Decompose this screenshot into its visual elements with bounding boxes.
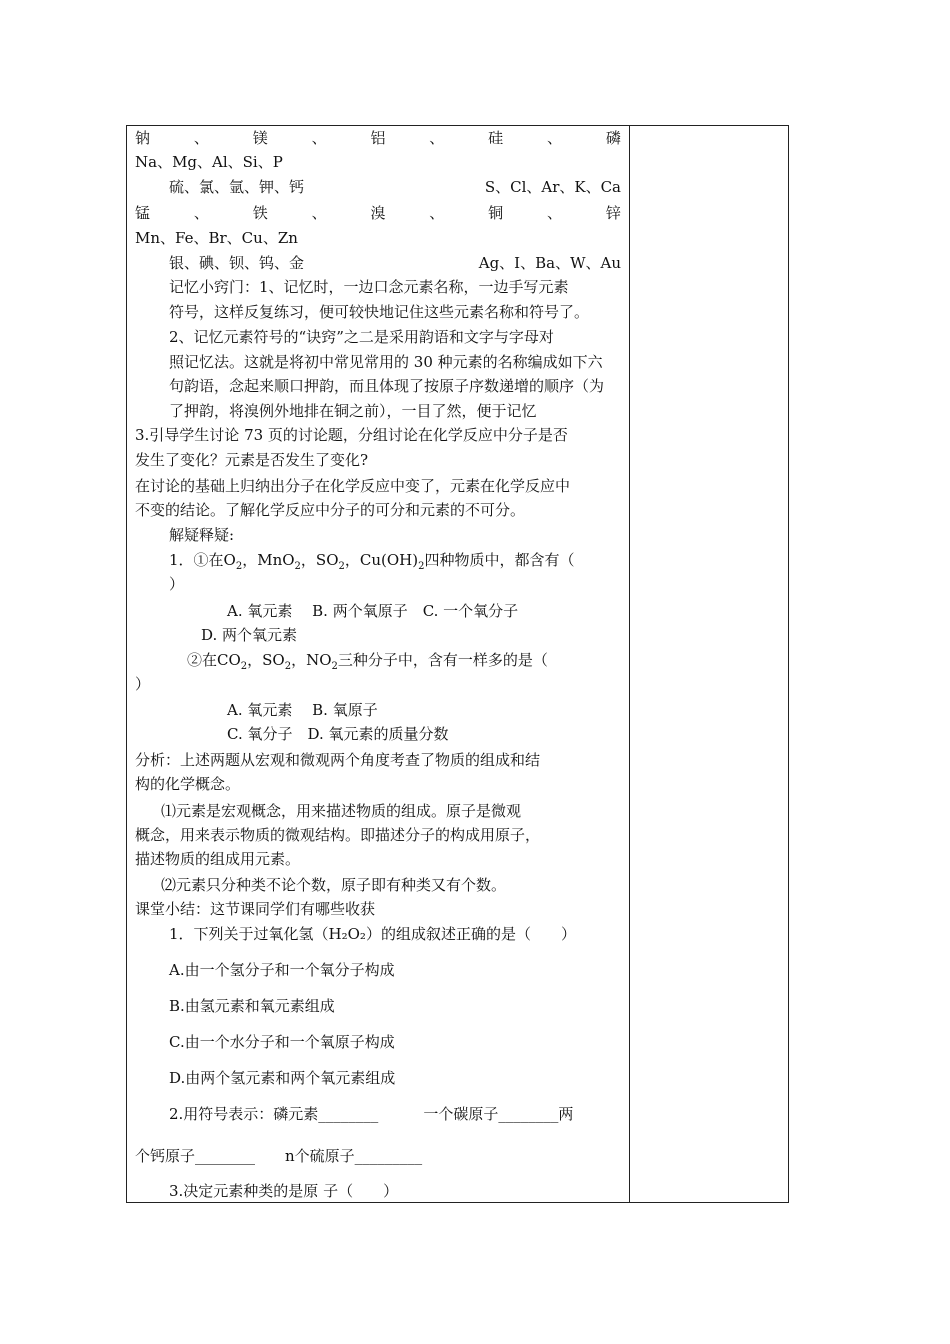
subscript: 2 [284, 661, 292, 672]
exercise-1-option-a: A.由一个氢分子和一个氧分子构成 [169, 961, 395, 979]
point-1-line-2: 概念，用来表示物质的微观结构。即描述分子的构成用原子， [135, 826, 541, 844]
subscript: 2 [294, 561, 301, 572]
discussion-guide-line-1: 3.引导学生讨论 73 页的讨论题，分组讨论在化学反应中分子是否 [135, 426, 568, 444]
element-names-row-3 [135, 203, 621, 223]
memory-tip-2-line-4: 了押韵，将溴例外地排在铜之前），一目了然，便于记忆 [169, 402, 537, 420]
element-name: 硅 [488, 129, 504, 147]
question-2-options-1: A. 氧元素 B. 氧原子 [227, 701, 378, 719]
element-name: 溴 [370, 204, 386, 222]
separator: 、 [311, 129, 327, 147]
separator: 、 [193, 129, 209, 147]
element-row-4 [135, 253, 621, 273]
qa-heading: 解疑释疑: [169, 526, 235, 544]
point-1-line-3: 描述物质的组成用元素。 [135, 850, 301, 868]
separator: 、 [429, 204, 445, 222]
element-names: 硫、氯、氩、钾、钙 [169, 178, 305, 196]
subscript: 2 [418, 561, 425, 572]
question-2-stem [187, 650, 548, 670]
point-1-line-1: ⑴元素是宏观概念，用来描述物质的组成。原子是微观 [161, 802, 522, 820]
q2-text: ，SO [247, 651, 285, 669]
q1-text: ，Cu(OH) [344, 551, 419, 569]
exercise-1-option-b: B.由氢元素和氧元素组成 [169, 997, 335, 1015]
element-symbols: S、Cl、Ar、K、Ca [484, 178, 621, 196]
separator: 、 [429, 129, 445, 147]
memory-tip-2-line-2: 照记忆法。这就是将初中常见常用的 30 种元素的名称编成如下六 [169, 353, 603, 371]
exercise-1-stem: 1．下列关于过氧化氢（H₂O₂）的组成叙述正确的是（ ） [169, 925, 576, 943]
question-2-options-2: C. 氧分子 D. 氧元素的质量分数 [227, 725, 449, 743]
subscript: 2 [338, 561, 345, 572]
question-2-close: ） [135, 675, 151, 693]
discussion-guide-line-2: 发生了变化？元素是否发生了变化? [135, 451, 369, 469]
column-divider [629, 125, 630, 1203]
q1-text: 四种物质中，都含有（ [424, 551, 575, 569]
memory-tip-2-line-1: 2、记忆元素符号的“诀窍”之二是采用韵语和文字与字母对 [169, 328, 554, 346]
separator: 、 [311, 204, 327, 222]
q1-text: 1．①在O [169, 551, 236, 569]
element-name: 锰 [135, 204, 151, 222]
subscript: 2 [240, 661, 248, 672]
subscript: 2 [235, 561, 243, 572]
element-row-2 [135, 177, 621, 197]
question-1-stem [169, 550, 575, 570]
exercise-1-option-c: C.由一个水分子和一个氧原子构成 [169, 1033, 395, 1051]
memory-tip-1-line-1: 记忆小窍门：1、记忆时，一边口念元素名称，一边手写元素 [169, 278, 569, 296]
question-1-options-2: D. 两个氧元素 [201, 626, 298, 644]
element-name: 锌 [605, 204, 621, 222]
element-name: 铜 [488, 204, 504, 222]
element-symbols-row-3: Mn、Fe、Br、Cu、Zn [135, 229, 298, 247]
element-names-row-1 [135, 128, 621, 148]
memory-tip-2-line-3: 句韵语，念起来顺口押韵，而且体现了按原子序数递增的顺序（为 [169, 377, 605, 395]
conclusion-line-1: 在讨论的基础上归纳出分子在化学反应中变了，元素在化学反应中 [135, 477, 571, 495]
analysis-line-2: 构的化学概念。 [135, 775, 241, 793]
element-symbols: Ag、I、Ba、W、Au [478, 254, 621, 272]
exercise-2-line-2: 个钙原子________ n个硫原子_________ [135, 1147, 423, 1165]
element-names: 银、碘、钡、钨、金 [169, 254, 305, 272]
element-name: 磷 [605, 129, 621, 147]
separator: 、 [193, 204, 209, 222]
exercise-1-option-d: D.由两个氢元素和两个氧元素组成 [169, 1069, 396, 1087]
element-name: 镁 [252, 129, 268, 147]
separator: 、 [547, 129, 563, 147]
q2-text: ，NO [291, 651, 332, 669]
q2-text: 三种分子中，含有一样多的是（ [337, 651, 548, 669]
element-name: 铝 [370, 129, 386, 147]
element-name: 钠 [135, 129, 151, 147]
q1-text: ，SO [300, 551, 339, 569]
exercise-3: 3.决定元素种类的是原 子（ ） [169, 1182, 399, 1200]
question-1-close: ） [169, 575, 185, 593]
separator: 、 [547, 204, 563, 222]
q2-text: ②在CO [187, 651, 241, 669]
question-1-options-1: A. 氧元素 B. 两个氧原子 C. 一个氧分子 [227, 602, 519, 620]
element-name: 铁 [252, 204, 268, 222]
exercise-2-line-1: 2.用符号表示：磷元素________ 一个碳原子________两 [169, 1105, 574, 1123]
point-2: ⑵元素只分种类不论个数，原子即有种类又有个数。 [161, 876, 507, 894]
class-summary: 课堂小结：这节课同学们有哪些收获 [135, 900, 376, 918]
q1-text: ，MnO [242, 551, 295, 569]
conclusion-line-2: 不变的结论。了解化学反应中分子的可分和元素的不可分。 [135, 501, 526, 519]
memory-tip-1-line-2: 符号，这样反复练习，便可较快地记住这些元素名称和符号了。 [169, 303, 590, 321]
analysis-line-1: 分析：上述两题从宏观和微观两个角度考查了物质的组成和结 [135, 751, 541, 769]
subscript: 2 [331, 661, 338, 672]
element-symbols-row-1: Na、Mg、Al、Si、P [135, 153, 283, 171]
